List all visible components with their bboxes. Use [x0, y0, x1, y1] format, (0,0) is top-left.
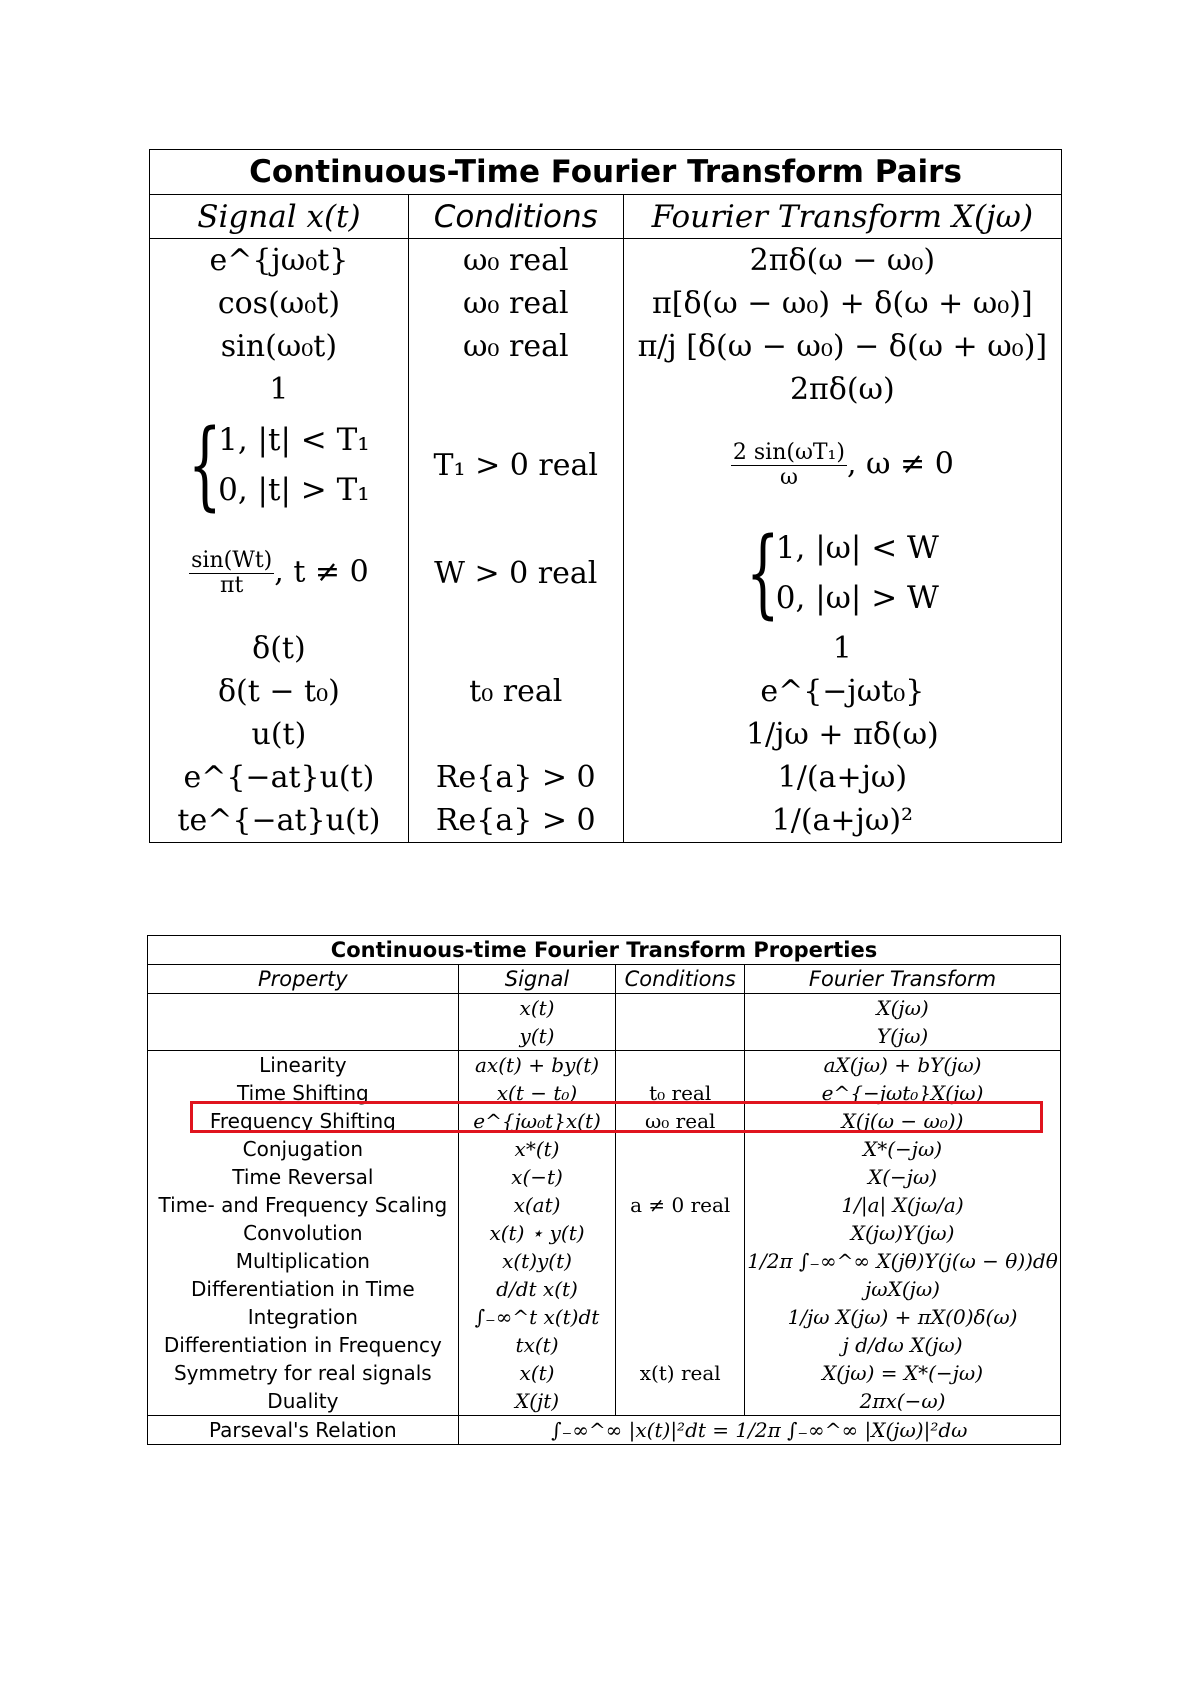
property-row: Conjugation x*(t) X*(−jω): [148, 1135, 1061, 1163]
property-row: Time- and Frequency Scaling x(at) a ≠ 0 real 1/|a| X(jω/a): [148, 1191, 1061, 1219]
props-header-ft: Fourier Transform: [745, 965, 1061, 994]
pair-ft: 1/jω + πδ(ω): [623, 713, 1061, 756]
props-header-signal: Signal: [458, 965, 616, 994]
pair-cond: [408, 627, 623, 670]
pair-signal-piecewise: { 1, |t| < T₁ 0, |t| > T₁: [150, 411, 409, 519]
pairs-header-signal: Signal x(t): [150, 195, 409, 239]
pair-ft: 2πδ(ω − ω₀): [623, 239, 1061, 283]
pair-ft-fraction: $\frac{\text{2 sin(ωT₁)}}{\omega}$ , ω ≠ 0: [623, 411, 1061, 519]
props-header-property: Property: [148, 965, 459, 994]
property-row: Time Reversal x(−t) X(−jω): [148, 1163, 1061, 1191]
pair-signal-fraction: $\frac{\sin(Wt)}{\pi t}$ , t ≠ 0: [150, 519, 409, 627]
property-row: Convolution x(t) ⋆ y(t) X(jω)Y(jω): [148, 1219, 1061, 1247]
pair-ft: e^{−jωt₀}: [623, 670, 1061, 713]
pair-ft: 1/(a+jω): [623, 756, 1061, 799]
property-row: Multiplication x(t)y(t) 1/2π ∫₋∞^∞ X(jθ)Y(j(ω − θ))dθ: [148, 1247, 1061, 1275]
pair-signal: cos(ω₀t): [150, 282, 409, 325]
pairs-row: [150, 670, 1062, 713]
pair-cond: ω₀ real: [408, 325, 623, 368]
pair-cond: ω₀ real: [408, 282, 623, 325]
pair-signal: 1: [150, 368, 409, 411]
property-row: Time Shifting x(t − t₀) t₀ real e^{−jωt₀}X(jω): [148, 1079, 1061, 1107]
pair-ft: 1/(a+jω)²: [623, 799, 1061, 843]
pairs-row: [150, 325, 1062, 368]
pairs-row: [150, 239, 1062, 283]
properties-body: [148, 994, 1061, 1445]
pairs-row: [150, 368, 1062, 411]
property-row: Differentiation in Frequency tx(t) j d/dω X(jω): [148, 1331, 1061, 1359]
pairs-row: [150, 411, 1062, 519]
property-row: y(t) Y(jω): [148, 1022, 1061, 1051]
property-row: Integration ∫₋∞^t x(t)dt 1/jω X(jω) + πX(0)δ(ω): [148, 1303, 1061, 1331]
pairs-row: [150, 799, 1062, 843]
pair-ft-piecewise: { 1, |ω| < W 0, |ω| > W: [623, 519, 1061, 627]
pairs-row: [150, 282, 1062, 325]
pairs-table-title: Continuous-Time Fourier Transform Pairs: [150, 150, 1062, 195]
property-row: x(t) X(jω): [148, 994, 1061, 1023]
pair-ft: 1: [623, 627, 1061, 670]
pair-ft: π/j [δ(ω − ω₀) − δ(ω + ω₀)]: [623, 325, 1061, 368]
pair-cond: t₀ real: [408, 670, 623, 713]
pairs-row: [150, 713, 1062, 756]
pair-cond: [408, 713, 623, 756]
pair-cond: [408, 368, 623, 411]
fourier-properties-table: [147, 935, 1061, 1445]
pair-signal: δ(t): [150, 627, 409, 670]
brace-icon: {: [188, 409, 222, 521]
pair-cond: T₁ > 0 real: [408, 411, 623, 519]
props-header-conditions: Conditions: [616, 965, 745, 994]
property-row-highlighted: Frequency Shifting e^{jω₀t}x(t) ω₀ real X(j(ω − ω₀)): [148, 1107, 1061, 1135]
pair-ft: π[δ(ω − ω₀) + δ(ω + ω₀)]: [623, 282, 1061, 325]
pair-cond: Re{a} > 0: [408, 756, 623, 799]
pair-cond: Re{a} > 0: [408, 799, 623, 843]
property-row: Symmetry for real signals x(t) x(t) real X(jω) = X*(−jω): [148, 1359, 1061, 1387]
pairs-header-conditions: Conditions: [408, 195, 623, 239]
parseval-row: Parseval's Relation ∫₋∞^∞ |x(t)|²dt = 1/2π ∫₋∞^∞ |X(jω)|²dω: [148, 1416, 1061, 1445]
pairs-header-ft: Fourier Transform X(jω): [623, 195, 1061, 239]
pair-signal: sin(ω₀t): [150, 325, 409, 368]
pair-cond: W > 0 real: [408, 519, 623, 627]
properties-table-title: Continuous-time Fourier Transform Properties: [148, 936, 1061, 965]
property-row: Linearity ax(t) + by(t) aX(jω) + bY(jω): [148, 1051, 1061, 1080]
pair-signal: u(t): [150, 713, 409, 756]
pairs-row: [150, 756, 1062, 799]
fourier-pairs-table: [149, 149, 1062, 843]
pairs-row: [150, 627, 1062, 670]
pair-ft: 2πδ(ω): [623, 368, 1061, 411]
pair-signal: te^{−at}u(t): [150, 799, 409, 843]
property-row: Duality X(jt) 2πx(−ω): [148, 1387, 1061, 1416]
pairs-row: [150, 519, 1062, 627]
pair-cond: ω₀ real: [408, 239, 623, 283]
property-row: Differentiation in Time d/dt x(t) jωX(jω): [148, 1275, 1061, 1303]
pair-signal: δ(t − t₀): [150, 670, 409, 713]
pair-signal: e^{jω₀t}: [150, 239, 409, 283]
brace-icon: {: [745, 517, 780, 629]
pair-signal: e^{−at}u(t): [150, 756, 409, 799]
